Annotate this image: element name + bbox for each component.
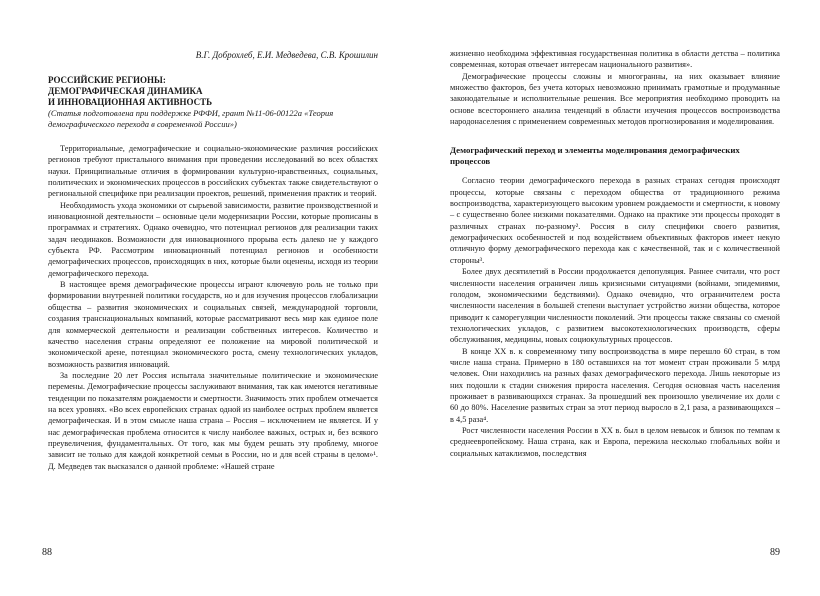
paragraph: За последние 20 лет Россия испытала значительные политические и экономические перемены. Демографические процессы заслуживают внимания, так как имеются негативные тенденции по показателям рождаемости и смертности. Значимость этих проблем отмечается на всех уровнях. «Во всех европейских странах одной из наиболее острых проблем является демографическая. И в этом смысле наша страна – Россия – исключением не является. И у нас демографическая проблема относится к числу наиболее важных, острых и, без всякого преувеличения, фундаментальных. От того, как мы будем решать эту проблему, многое зависит не только для каждой конкретной семьи в России, но и для всей страны в целом»¹. Д. Медведев так высказался о данной проблеме: «Нашей стране bbox=[48, 370, 378, 471]
article-title bbox=[48, 75, 378, 108]
title-line: ДЕМОГРАФИЧЕСКАЯ ДИНАМИКА bbox=[48, 86, 203, 96]
paragraph: Более двух десятилетий в России продолжается депопуляция. Раннее считали, что рост численности населения ограничен лишь кризисными ситуациями (войнами, эпидемиями, голодом, экономическими бедствиями). Однако очевидно, что ограничителем роста численности населения в большей степени выступает устройство жизни общества, которое приводит к саморегуляции численности поколений. Эти процессы также связаны со сменой технологических укладов, с развитием высокотехнологических производств, сферы обслуживания, медицины, новых социокультурных процессов. bbox=[450, 267, 780, 345]
title-line: РОССИЙСКИЕ РЕГИОНЫ: bbox=[48, 75, 166, 85]
paragraph: жизненно необходима эффективная государственная политика в области детства – политика современная, которая отвечает интересам национального развития». bbox=[450, 49, 780, 70]
page-number: 88 bbox=[42, 547, 52, 558]
title-line: И ИННОВАЦИОННАЯ АКТИВНОСТЬ bbox=[48, 97, 213, 107]
paragraph: Рост численности населения России в ХХ в. был в целом невысок и близок по темпам к среднеевропейскому. Наша страна, как и Европа, пережила несколько глобальных войн и социальных катаклизмов, последствия bbox=[450, 425, 780, 458]
right-page bbox=[450, 0, 780, 596]
paragraph: В конце ХХ в. к современному типу воспроизводства в мире перешло 60 стран, в том числе наша страна. Примерно в 180 оставшихся на тот момент стран проживали 5 млрд человек. Они находились на разных фазах демографического перехода. Лишь некоторые из них подошли к стадии снижения прироста населения. Сегодня основная часть населения проживает в развивающихся странах. За прошедший век произошло увеличение их доли с 60 до 80%. Население развитых стран за этот период выросло в 2,1 раза, а развивающихся – в 4,5 раза⁴. bbox=[450, 346, 780, 424]
left-body bbox=[48, 143, 378, 472]
grant-note: (Статья подготовлена при поддержке РФФИ, грант №11-06-00122а «Теория демографического перехода в современной России») bbox=[48, 108, 334, 129]
left-page bbox=[42, 0, 378, 596]
paragraph: Демографические процессы сложны и многогранны, на них оказывает влияние множество факторов, без учета которых невозможно принимать грамотные и продуманные законодательные и исполнительные решения. Все мероприятия необходимо проводить на основе всестороннего анализа тенденций в области изучения процессов воспроизводства народонаселения с применением современных методов прогнозирования и моделирования. bbox=[450, 71, 780, 127]
authors: В.Г. Доброхлеб, Е.И. Медведева, С.В. Крошилин bbox=[195, 50, 378, 60]
paragraph: Территориальные, демографические и социально-экономические различия российских регионов требуют пристального внимания при проведении исследований во всех областях науки. Принципиальные отличия в формировании культурно-нравственных, социальных, политических и экономических процессов в российских субъектах также свидетельствуют о региональной специфике при реализации проектов, решений, применения практик и теорий. bbox=[48, 144, 378, 199]
paragraph: Согласно теории демографического перехода в разных странах сегодня происходят процессы, которые связаны с переходом общества от традиционного режима воспроизводства, характеризующего высоким уровнем рождаемости и смертности, к новому – с существенно более низкими показателями. Однако на практике эти процессы проходят в различных странах по-разному². Россия в силу специфики своего развития, демографических особенностей и под воздействием объективных факторов имеет некую отличную форму демографического перехода как с качественной, так и с количественной стороны³. bbox=[450, 176, 780, 265]
paragraph: В настоящее время демографические процессы играют ключевую роль не только при формировании внутренней политики государств, но и для изучения процессов глобализации общества – развития экономических и социальных связей, международной торговли, создания транснациональных компаний, которые рассматривают весь мир как единое поле для коммерческой деятельности и реализации собственных интересов. Количество и качество населения страны определяют ее положение на мировой политической и экономической арене, потенциал экономического роста, смену технологических укладов, возможность развития инноваций. bbox=[48, 280, 378, 369]
right-body bbox=[450, 48, 780, 459]
paragraph: Необходимость ухода экономики от сырьевой зависимости, развитие производственной и инновационной деятельности – основные цели модернизации России, которые прописаны в программах и стратегиях. Однако очевидно, что потенциал регионов для реализации таких задач неодинаков. Возможности для инновационного прорыва есть далеко не у каждого субъекта РФ. Рассмотрим инновационный потенциал регионов и особенности демографических процессов, происходящих в них, которые были оценены, исходя из теории демографического перехода. bbox=[48, 200, 378, 278]
page-number: 89 bbox=[770, 547, 780, 558]
section-heading: Демографический переход и элементы моделирования демографических процессов bbox=[450, 145, 740, 167]
